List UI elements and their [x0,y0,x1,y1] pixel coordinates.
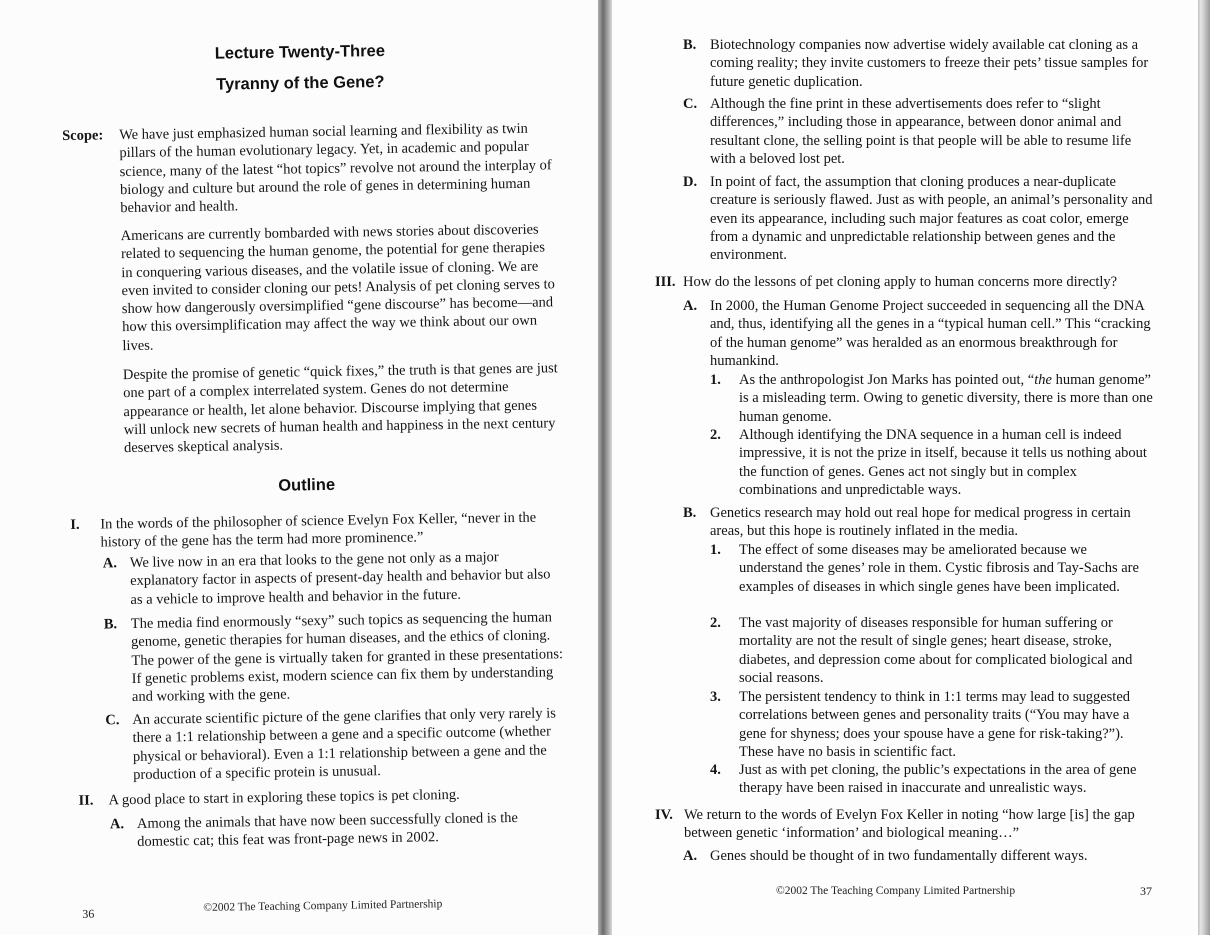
subitem-text: Just as with pet cloning, the public’s expectations in the area of gene therapy have been raised in inaccurate and unrealistic ways. [739,762,1137,797]
subitem-label: 2. [710,427,721,443]
outline-heading: Outline [278,475,336,495]
item-label: A. [683,848,698,864]
item-text: Among the animals that have now been successfully cloned is the domestic cat; this feat was front-page news in 2002. [136,809,518,851]
item-text: In 2000, the Human Genome Project succeeded in sequencing all the DNA and, thus, identifying all the genes in a “typical human cell.” This “cracking of the human genome” was heralded as an enormous breakthrough for humankind. [710,298,1151,369]
subitem-label: 2. [710,615,721,631]
page-number: 36 [82,906,95,921]
section-text: How do the lessons of pet cloning apply to human concerns more directly? [683,274,1118,290]
subitem-label: 4. [710,762,721,778]
item-label: B. [683,37,697,53]
item-text: Genes should be thought of in two fundamentally different ways. [710,848,1088,864]
page-number: 37 [1140,884,1152,898]
item-label: C. [105,712,120,729]
item-text: Although the fine print in these advertisements does refer to “slight differences,” including those in appearance, between donor animal and resultant clone, the selling point is that people will be able to resume life with a beloved lost pet. [710,96,1132,167]
lecture-title: Lecture Twenty-Three [214,41,386,63]
section-label: IV. [655,807,673,823]
item-label: A. [109,816,125,833]
copyright-footer: ©2002 The Teaching Company Limited Partnership [203,898,443,914]
item-label: A. [683,298,698,314]
subitem-text: The effect of some diseases may be ameliorated because we understand the genes’ role in them. Cystic fibrosis and Tay-Sachs are examples of diseases in which single genes have been implicated. [739,542,1139,595]
section-label: III. [655,274,676,290]
item-text: Genetics research may hold out real hope for medical progress in certain areas, but this hope is routinely inflated in the media. [710,505,1131,540]
subitem-text: The persistent tendency to think in 1:1 terms may lead to suggested correlations between genes and personality traits (“You may have a gene for shyness; does your spouse have a gene for risk-taking?”). These have no basis in scientific fact. [739,689,1131,760]
section-text: In the words of the philosopher of science Evelyn Fox Keller, “never in the history of the gene has the term had more prominence.” [100,509,537,551]
left-page-content [0,0,598,935]
item-text: We live now in an era that looks to the gene not only as a major explanatory factor in aspects of present-day health and behavior but also as a vehicle to improve health and behavior in the future. [129,549,551,608]
section-text: We return to the words of Evelyn Fox Keller in noting “how large [is] the gap between genetic ‘information’ and biological meaning…” [684,807,1135,842]
copyright-footer: ©2002 The Teaching Company Limited Partnership [776,885,1016,897]
item-text: Biotechnology companies now advertise widely available cat cloning as a coming reality; they invite customers to freeze their pets’ tissue samples for future genetic duplication. [710,37,1149,90]
section-label: II. [78,792,94,809]
right-page [612,0,1198,935]
subitem-text: The vast majority of diseases responsible for human suffering or mortality are not the result of single genes; heart disease, stroke, diabetes, and depression come about for complicated biological and social reasons. [739,615,1133,686]
scope-label: Scope: [62,127,104,145]
lecture-subtitle: Tyranny of the Gene? [216,72,385,94]
subitem-text: Although identifying the DNA sequence in a human cell is indeed impressive, it is not the prize in itself, because it tells us nothing about the function of genes. Genes act not singly but in complex combinations and unpredictable ways. [739,427,1147,498]
left-page [0,0,598,935]
item-label: D. [683,174,698,190]
item-label: A. [102,555,118,572]
item-text: The media find enormously “sexy” such topics as sequencing the human genome, genetic therapies for human diseases, and the ethics of cloning. The power of the gene is virtually taken for granted in these presentations: If genetic problems exist, modern science can fix them by understanding and working with the gene. [130,609,564,706]
scope-paragraph: Despite the promise of genetic “quick fixes,” the truth is that genes are just one part of a complex interrelated system. Genes do not determine appearance or health, let alone behavior. Discourse implying that genes will unlock new secrets of human health and happiness in the next century deserves skeptical analysis. [122,360,558,457]
subitem-label: 1. [710,542,721,558]
item-label: B. [683,505,697,521]
section-text: A good place to start in exploring these topics is pet cloning. [108,786,460,809]
section-label: I. [70,516,80,533]
item-label: C. [683,96,698,112]
scope-paragraph: Americans are currently bombarded with news stories about discoveries related to sequencing the human genome, the potential for gene therapies in conquering various diseases, and the volatile issue of cloning. We are even invited to consider cloning our pets! Analysis of pet cloning serves to show how dangerously oversimplified “gene discourse” has become—and how this oversimplification may affect the way we think about our own lives. [120,221,555,354]
scope-paragraph: We have just emphasized human social learning and flexibility as twin pillars of the human evolutionary legacy. Yet, in academic and popular science, many of the latest “hot topics” revolve not around the interplay of biology and culture but around the role of genes in determining human behavior and health. [119,120,552,217]
item-label: B. [103,616,118,633]
subitem-text: As the anthropologist Jon Marks has pointed out, “the human genome” is a misleading term. Owing to genetic diversity, there is more than one human genome. [739,372,1153,425]
item-text: In point of fact, the assumption that cloning produces a near-duplicate creature is seriously flawed. Just as with people, an animal’s personality and even its appearance, including such major features as coat color, emerge from a dynamic and unpredictable relationship between genes and the environment. [710,174,1153,264]
subitem-label: 3. [710,689,721,705]
item-text: An accurate scientific picture of the gene clarifies that only very rarely is there a 1:1 relationship between a gene and a specific outcome (whether physical or behavioral). Even a 1:1 relationship between a gene and the production of a specific protein is unusual. [132,705,556,783]
subitem-label: 1. [710,372,721,388]
